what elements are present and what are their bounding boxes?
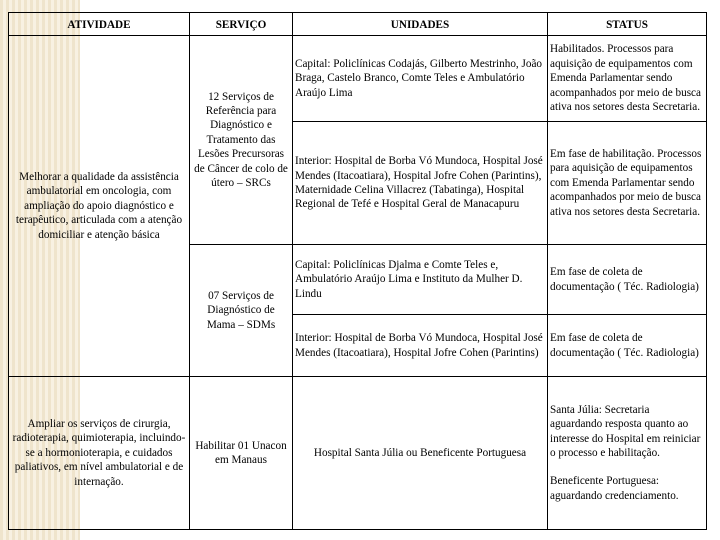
- servico-cell: 07 Serviços de Diagnóstico de Mama – SDMs: [190, 245, 293, 377]
- unidades-cell: Hospital Santa Júlia ou Beneficente Portuguesa: [293, 377, 548, 530]
- interior-label: Interior: [295, 155, 329, 168]
- table-row: [9, 377, 707, 530]
- status-cell: Em fase de coleta de documentação ( Téc. Radiologia): [548, 315, 707, 377]
- header-row: [9, 13, 707, 36]
- status-cell: Em fase de habilitação. Processos para aquisição de equipamentos com Emenda Parlamentar sendo acompanhados por meio de busca ativa nos setores desta Secretaria.: [548, 122, 707, 245]
- interior-label: Interior: [295, 332, 329, 345]
- header-status: STATUS: [548, 13, 707, 36]
- status-beneficente: Beneficente Portuguesa: aguardando credenciamento.: [550, 475, 679, 502]
- status-santa-julia: Santa Júlia: Secretaria aguardando resposta quanto ao interesse do Hospital em reiniciar o processo e habilitação.: [550, 403, 701, 459]
- header-unidades: UNIDADES: [293, 13, 548, 36]
- header-atividade: ATIVIDADE: [9, 13, 190, 36]
- servico-cell: 12 Serviços de Referência para Diagnóstico e Tratamento das Lesões Precursoras de Câncer de colo de útero – SRCs: [190, 36, 293, 245]
- capital-label: Capital: [295, 57, 328, 70]
- unidades-cell: [293, 122, 548, 245]
- unidades-text: : Hospital de Borba Vó Mundoca, Hospital José Mendes (Itacoatiara), Hospital Jofre Cohen (Parintins), Maternidade Celina Villacrez (Tabatinga), Hospital Regional de Tefé e Hospital Geral de Manacapuru: [295, 155, 543, 211]
- status-cell: Habilitados. Processos para aquisição de equipamentos com Emenda Parlamentar sendo acompanhados por meio de busca ativa nos setores desta Secretaria.: [548, 36, 707, 122]
- capital-label: Capital: [295, 258, 328, 271]
- unidades-cell: [293, 315, 548, 377]
- servico-cell: Habilitar 01 Unacon em Manaus: [190, 377, 293, 530]
- header-servico: SERVIÇO: [190, 13, 293, 36]
- table-row: [9, 36, 707, 122]
- atividade-cell: Melhorar a qualidade da assistência ambulatorial em oncologia, com ampliação do apoio diagnóstico e terapêutico, articulada com a atenção domiciliar e atenção básica: [9, 36, 190, 377]
- status-table: [8, 12, 707, 530]
- unidades-text: : Policlínicas Codajás, Gilberto Mestrinho, João Braga, Castelo Branco, Comte Teles e Ambulatório Araújo Lima: [295, 57, 543, 99]
- unidades-cell: [293, 36, 548, 122]
- unidades-text: : Policlínicas Djalma e Comte Teles e, Ambulatório Araújo Lima e Instituto da Mulher D. Lindu: [295, 258, 523, 300]
- status-cell: [548, 377, 707, 530]
- unidades-cell: [293, 245, 548, 315]
- atividade-cell: Ampliar os serviços de cirurgia, radioterapia, quimioterapia, incluindo-se a hormonioterapia, e cuidados paliativos, em nível ambulatorial e de internação.: [9, 377, 190, 530]
- unidades-text: : Hospital de Borba Vó Mundoca, Hospital José Mendes (Itacoatiara), Hospital Jofre Cohen (Parintins): [295, 332, 543, 359]
- status-cell: Em fase de coleta de documentação ( Téc. Radiologia): [548, 245, 707, 315]
